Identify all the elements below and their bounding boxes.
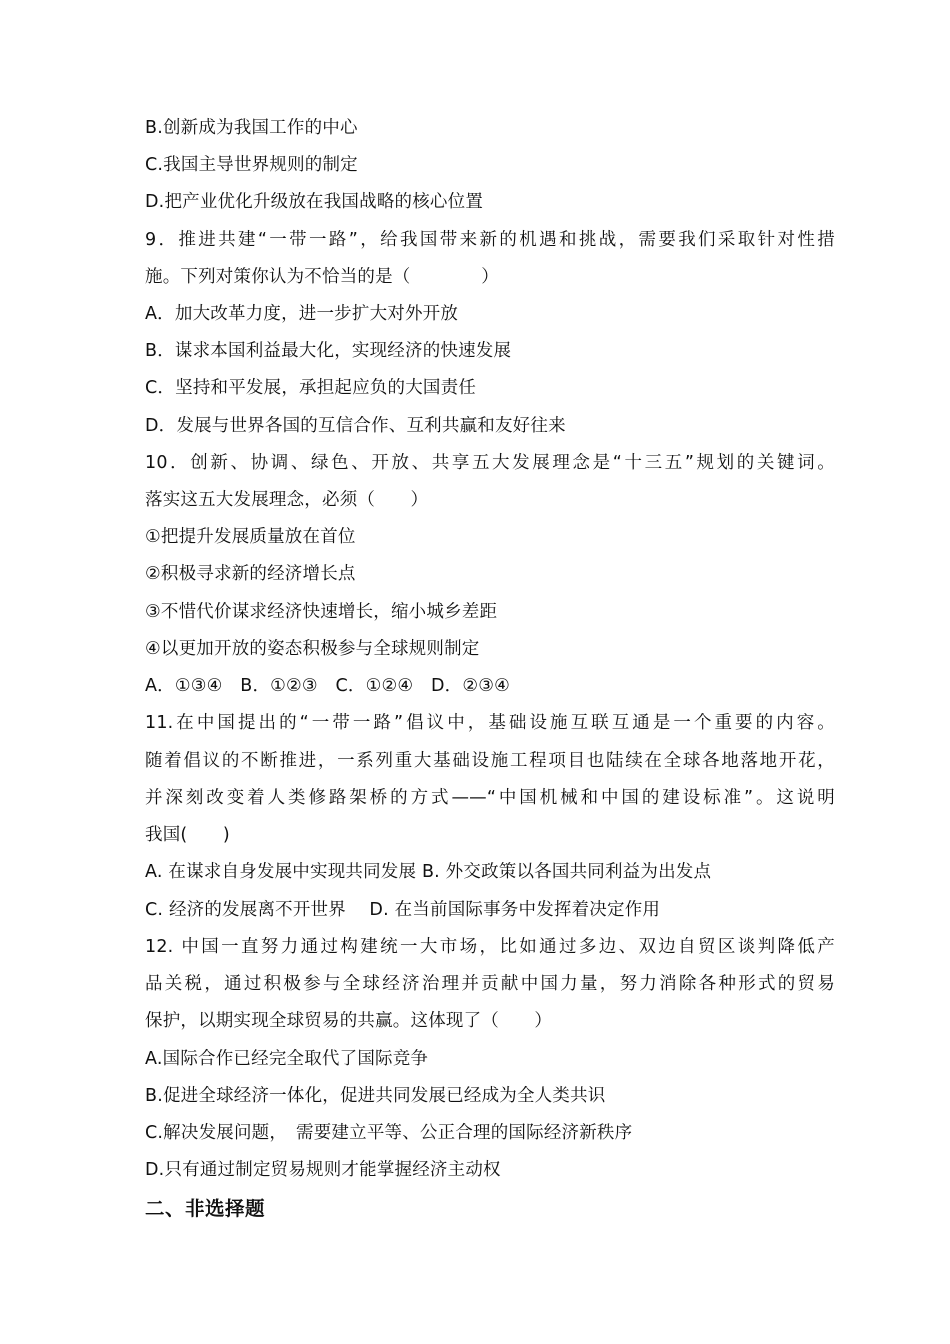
option-c-q12: C.解决发展问题， 需要建立平等、公正合理的国际经济新秩序 xyxy=(145,1123,633,1143)
option-c-q9: C．坚持和平发展，承担起应负的大国责任 xyxy=(145,378,477,398)
question-10-stem-line-1: 10．创新、协调、绿色、开放、共享五大发展理念是“十三五”规划的关键词。 xyxy=(145,453,835,473)
statement-4-q10: ④以更加开放的姿态积极参与全球规则制定 xyxy=(145,639,480,659)
option-c-q8: C.我国主导世界规则的制定 xyxy=(145,155,358,175)
options-ab-q11: A. 在谋求自身发展中实现共同发展 B. 外交政策以各国共同利益为出发点 xyxy=(145,862,712,882)
option-d-q8: D.把产业优化升级放在我国战略的核心位置 xyxy=(145,192,484,212)
option-a-q9: A．加大改革力度，进一步扩大对外开放 xyxy=(145,304,459,324)
options-q10: A．①③④ B．①②③ C．①②④ D．②③④ xyxy=(145,676,511,696)
question-11-stem-line-1: 11.在中国提出的“一带一路”倡议中，基础设施互联互通是一个重要的内容。 xyxy=(145,713,835,733)
section-heading: 二、非选择题 xyxy=(145,1197,266,1220)
options-cd-q11: C. 经济的发展离不开世界 D. 在当前国际事务中发挥着决定作用 xyxy=(145,900,661,920)
option-a-q12: A.国际合作已经完全取代了国际竞争 xyxy=(145,1049,429,1069)
question-9-stem-line-1: 9．推进共建“一带一路”，给我国带来新的机遇和挑战，需要我们采取针对性措 xyxy=(145,230,835,250)
question-11-stem-line-4: 我国( ) xyxy=(145,825,230,845)
question-12-stem-line-3: 保护，以期实现全球贸易的共赢。这体现了（ ） xyxy=(145,1011,553,1031)
question-11-stem-line-2: 随着倡议的不断推进，一系列重大基础设施工程项目也陆续在全球各地落地开花， xyxy=(145,751,835,771)
statement-3-q10: ③不惜代价谋求经济快速增长，缩小城乡差距 xyxy=(145,602,498,622)
question-12-stem-line-2: 品关税，通过积极参与全球经济治理并贡献中国力量，努力消除各种形式的贸易 xyxy=(145,974,835,994)
question-11-stem-line-3: 并深刻改变着人类修路架桥的方式——“中国机械和中国的建设标准”。这说明 xyxy=(145,788,835,808)
option-b-q8: B.创新成为我国工作的中心 xyxy=(145,118,358,138)
question-9-stem-line-2: 施。下列对策你认为不恰当的是（ ） xyxy=(145,267,499,287)
option-d-q9: D．发展与世界各国的互信合作、互利共赢和友好往来 xyxy=(145,416,566,436)
question-12-stem-line-1: 12. 中国一直努力通过构建统一大市场，比如通过多边、双边自贸区谈判降低产 xyxy=(145,937,835,957)
option-b-q12: B.促进全球经济一体化，促进共同发展已经成为全人类共识 xyxy=(145,1086,606,1106)
option-b-q9: B．谋求本国利益最大化，实现经济的快速发展 xyxy=(145,341,512,361)
statement-2-q10: ②积极寻求新的经济增长点 xyxy=(145,564,356,584)
question-10-stem-line-2: 落实这五大发展理念，必须（ ） xyxy=(145,490,429,510)
statement-1-q10: ①把提升发展质量放在首位 xyxy=(145,527,356,547)
option-d-q12: D.只有通过制定贸易规则才能掌握经济主动权 xyxy=(145,1160,501,1180)
